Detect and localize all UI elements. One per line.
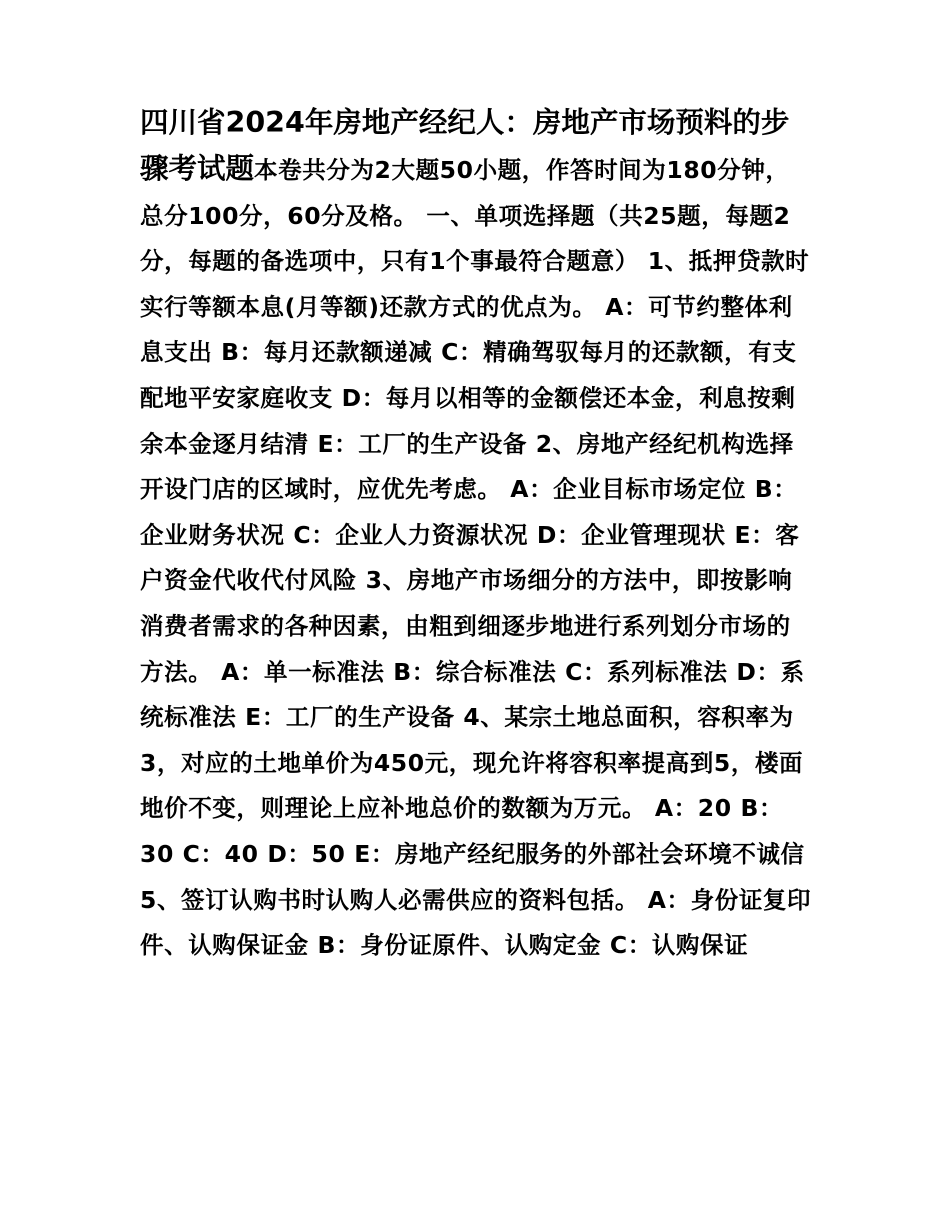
document-text [140,100,812,969]
document-body: 本卷共分为2大题50小题，作答时间为180分钟，总分100分，60分及格。 一、单项选择题（共25题，每题2分，每题的备选项中，只有1个事最符合题意） 1、抵押贷款时实行等额本息(月等额)还款方式的优点为。 A：可节约整体利息支出 B：每月还款额递减 C：精确驾驭每月的还款额，有支配地平安家庭收支 D：每月以相等的金额偿还本金，利息按剩余本金逐月结清 E：工厂的生产设备 2、房地产经纪机构选择开设门店的区域时，应优先考虑。 A：企业目标市场定位 B：企业财务状况 C：企业人力资源状况 D：企业管理现状 E：客户资金代收代付风险 3、房地产市场细分的方法中，即按影响消费者需求的各种因素，由粗到细逐步地进行系列划分市场的方法。 A：单一标准法 B：综合标准法 C：系列标准法 D：系统标准法 E：工厂的生产设备 4、某宗土地总面积，容积率为3，对应的土地单价为450元，现允许将容积率提高到5，楼面地价不变，则理论上应补地总价的数额为万元。 A：20 B：30 C：40 D：50 E：房地产经纪服务的外部社会环境不诚信 5、签订认购书时认购人必需供应的资料包括。 A：身份证复印件、认购保证金 B：身份证原件、认购定金 C：认购保证 [140,156,812,960]
document-title: 四川省2024年房地产经纪人：房地产市场预料的步骤考试题 [140,106,790,185]
